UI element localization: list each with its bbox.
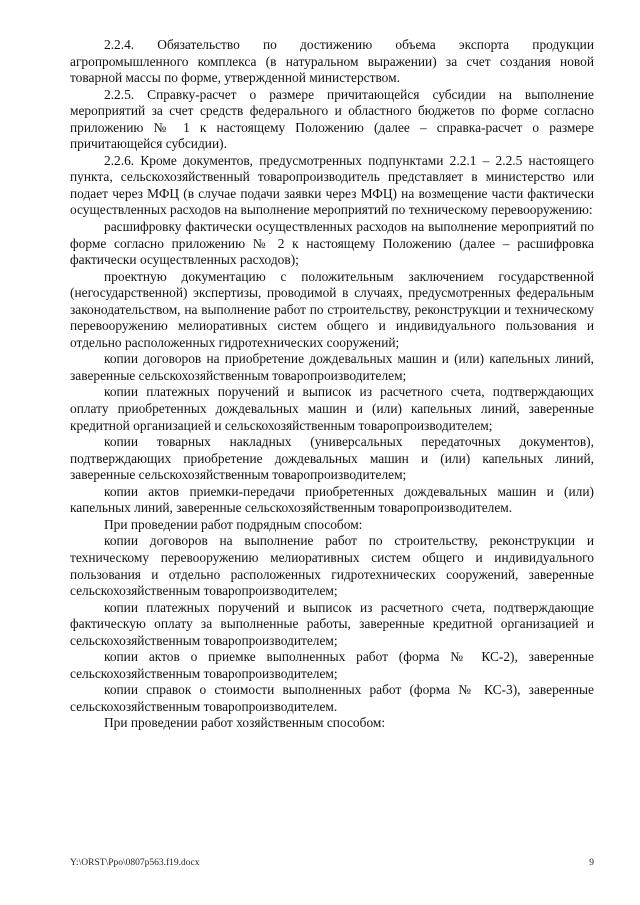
footer-page-number: 9 <box>589 858 594 868</box>
list-item-expenses-breakdown: расшифровку фактически осуществленных расходов на выполнение мероприятий по форме согласно приложению № 2 к настоящему Положению (далее – расшифровка фактически осуществленных расходов); <box>70 219 594 268</box>
list-item-purchase-contracts: копии договоров на приобретение дождевальных машин и (или) капельных линий, заверенные сельскохозяйственным товаропроизводителем; <box>70 351 594 383</box>
document-body <box>70 37 594 732</box>
paragraph-2-2-6: 2.2.6. Кроме документов, предусмотренных подпунктами 2.2.1 – 2.2.5 настоящего пункта, сельскохозяйственный товаропроизводитель представляет в министерство или подает через МФЦ (в случае подачи заявки через МФЦ) на возмещение части фактически осуществленных расходов на выполнение мероприятий по техническому перевооружению: <box>70 152 594 218</box>
list-item-ks2-acts: копии актов о приемке выполненных работ (форма № КС-2), заверенные сельскохозяйственным товаропроизводителем; <box>70 649 594 681</box>
list-item-project-documentation: проектную документацию с положительным заключением государственной (негосударственной) экспертизы, проводимой в случаях, предусмотренных федеральным законодательством, на выполнение работ по строительству, реконструкции и техническому перевооружению мелиоративных систем общего и индивидуального пользования и отдельно расположенных гидротехнических сооружений; <box>70 268 594 350</box>
subheading-contract-method: При проведении работ подрядным способом: <box>104 516 363 532</box>
footer-file-path: Y:\ORST\Ppo\0807p563.f19.docx <box>70 858 200 868</box>
subheading-own-method: При проведении работ хозяйственным способом: <box>104 715 386 731</box>
list-item-waybills: копии товарных накладных (универсальных передаточных документов), подтверждающих приобретение дождевальных машин и (или) капельных линий, заверенные сельскохозяйственным товаропроизводителем; <box>70 434 594 483</box>
list-item-payment-orders: копии платежных поручений и выписок из расчетного счета, подтверждающих оплату приобретенных дождевальных машин и (или) капельных линий, заверенные кредитной организацией и сельскохозяйственным товаропроизводителем; <box>70 384 594 433</box>
paragraph-2-2-5: 2.2.5. Справку-расчет о размере причитающейся субсидии на выполнение мероприятий за счет средств федерального и областного бюджетов по форме согласно приложению № 1 к настоящему Положению (далее – справка-расчет о размере причитающейся субсидии). <box>70 86 594 152</box>
list-item-acceptance-acts: копии актов приемки-передачи приобретенных дождевальных машин и (или) капельных линий, заверенные сельскохозяйственным товаропроизводителем. <box>70 483 594 516</box>
list-item-ks3-certificates: копии справок о стоимости выполненных работ (форма № КС-3), заверенные сельскохозяйственным товаропроизводителем. <box>70 682 594 714</box>
list-item-work-payments: копии платежных поручений и выписок из расчетного счета, подтверждающие фактическую оплату за выполненные работы, заверенные кредитной организацией и сельскохозяйственным товаропроизводителем; <box>70 599 594 648</box>
list-item-work-contracts: копии договоров на выполнение работ по строительству, реконструкции и техническому перевооружению мелиоративных систем общего и индивидуального пользования и отдельно расположенных гидротехнических сооружений, заверенные сельскохозяйственным товаропроизводителем; <box>70 533 594 599</box>
paragraph-2-2-4: 2.2.4. Обязательство по достижению объема экспорта продукции агропромышленного комплекса (в натуральном выражении) за счет создания новой товарной массы по форме, утвержденной министерством. <box>70 37 594 86</box>
